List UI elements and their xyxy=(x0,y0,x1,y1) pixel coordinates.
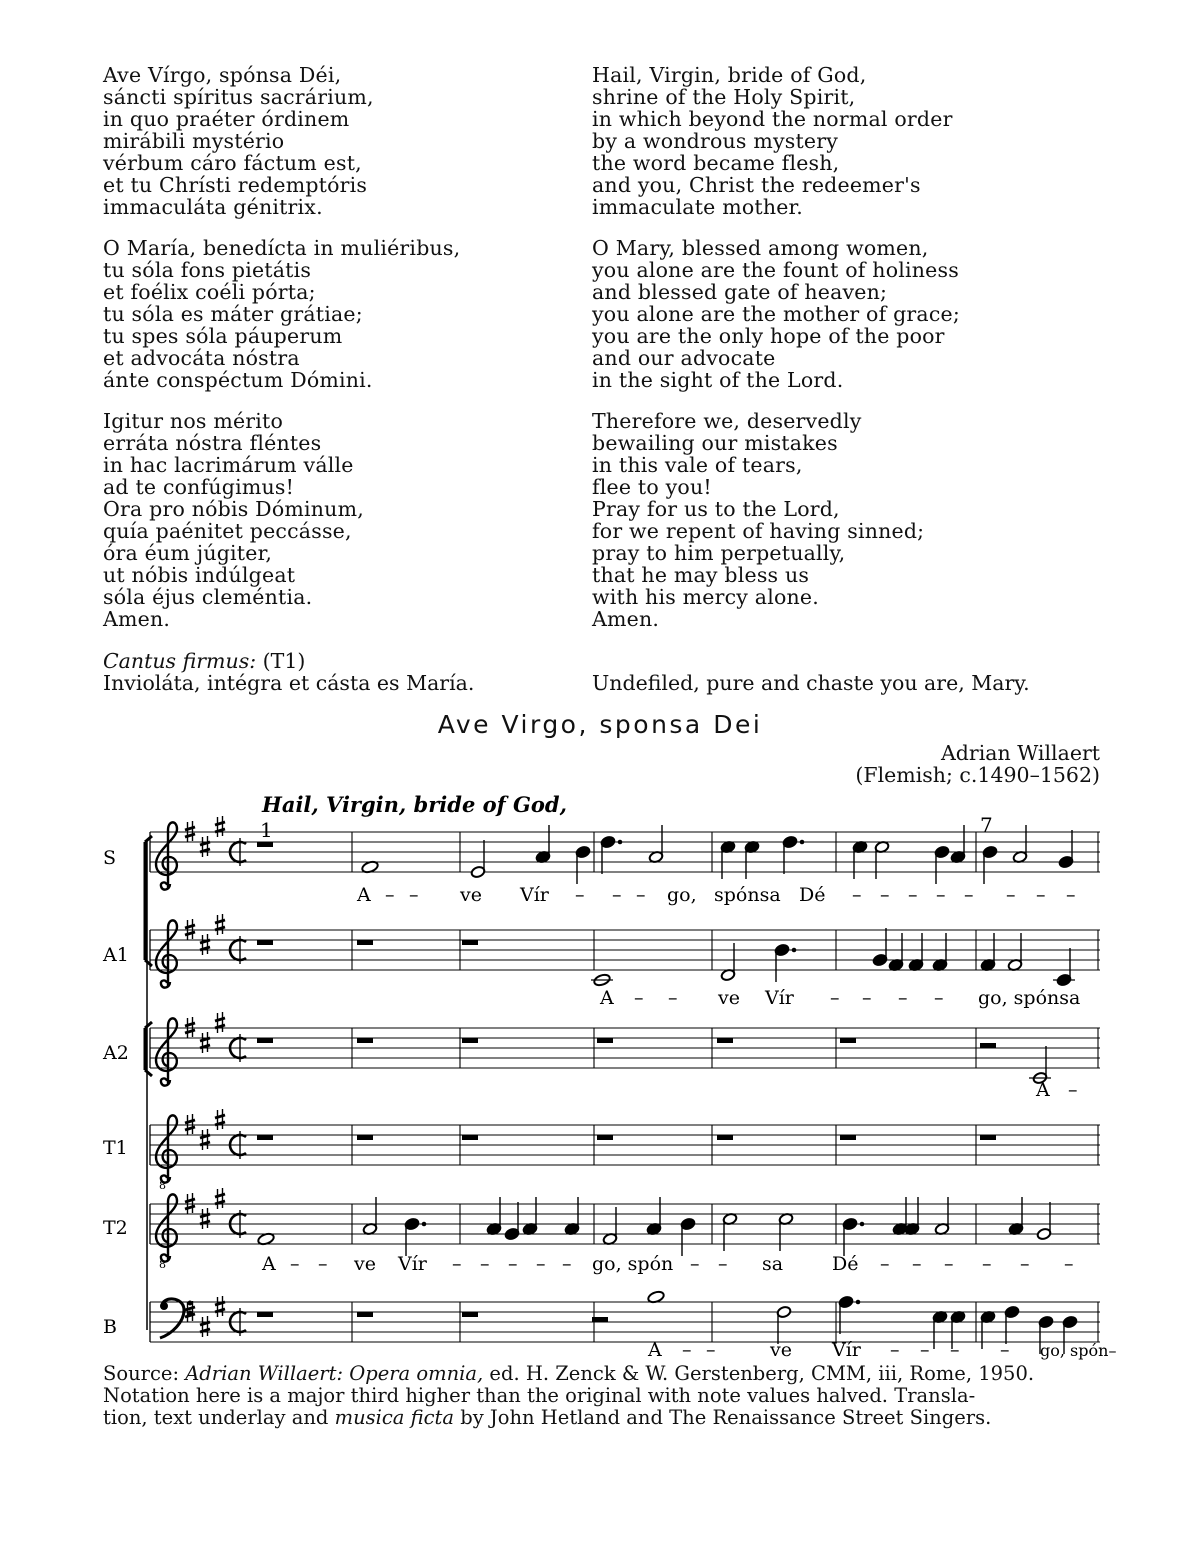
half-rest-icon xyxy=(592,1317,608,1322)
text-line: Amen. xyxy=(103,607,171,631)
sharp-icon xyxy=(215,914,225,935)
text-line: you alone are the mother of grace; xyxy=(592,302,960,326)
lyric-syllable: A xyxy=(648,1339,662,1361)
sharp-icon xyxy=(215,1012,225,1033)
lyric-syllable: – xyxy=(290,1253,300,1275)
note xyxy=(720,943,735,982)
source-prefix: Source: xyxy=(103,1362,186,1385)
note xyxy=(842,1217,864,1256)
whole-rest-icon xyxy=(462,1038,478,1043)
sharp-icon xyxy=(200,1129,210,1150)
lyric-syllable: Vír xyxy=(832,1339,861,1361)
lyric-syllable: – xyxy=(452,1253,462,1275)
lyric-syllable: go, xyxy=(667,884,697,906)
text-line: in which beyond the normal order xyxy=(592,107,953,131)
english-stanza-1 xyxy=(592,64,1112,218)
lyric-syllable: – xyxy=(612,884,622,906)
sharp-icon xyxy=(200,836,210,857)
text-line: tu spes sóla páuperum xyxy=(103,324,343,348)
lyric-syllable: – xyxy=(1068,1079,1078,1101)
sharp-icon xyxy=(200,1208,210,1229)
note xyxy=(1058,830,1073,869)
note xyxy=(1007,933,1022,972)
text-line: ánte conspéctum Dómini. xyxy=(103,368,373,392)
note xyxy=(934,845,949,884)
note xyxy=(486,1197,501,1236)
staff-t1 xyxy=(150,1109,1100,1192)
text-line: the word became flesh, xyxy=(592,151,840,175)
lyric-syllable: – xyxy=(480,1253,490,1275)
source-work: Adrian Willaert: Opera omnia, xyxy=(185,1362,484,1385)
note xyxy=(680,1217,695,1256)
text-line: mirábili mystério xyxy=(103,129,285,153)
lyric-syllable: go, spón– xyxy=(1040,1341,1117,1360)
whole-rest-icon xyxy=(257,940,273,945)
sharp-icon xyxy=(215,1109,225,1130)
system-brackets xyxy=(145,836,152,1330)
text-line: that he may bless us xyxy=(592,563,810,587)
lyric-syllable: ve xyxy=(354,1253,376,1275)
note xyxy=(1012,825,1027,864)
voice-label-a2: A2 xyxy=(103,1042,129,1064)
text-line: ut nóbis indúlgeat xyxy=(103,563,296,587)
text-line: Ave Vírgo, spónsa Déi, xyxy=(103,63,342,87)
lyric-syllable: – xyxy=(862,987,872,1009)
lyric-syllable: A xyxy=(357,884,371,906)
cantus-firmus-label: Cantus firmus: xyxy=(103,649,257,673)
note xyxy=(980,933,995,972)
note xyxy=(908,933,923,972)
whole-rest-icon xyxy=(357,940,373,945)
lyric-syllable: – xyxy=(880,1253,890,1275)
lyric-syllable: ve xyxy=(460,884,482,906)
whole-rest-icon xyxy=(357,1135,373,1140)
lyric-syllable: – xyxy=(690,1253,700,1275)
whole-rest-icon xyxy=(980,1135,996,1140)
lyric-syllable: – xyxy=(950,1339,960,1361)
lyric-syllable: – xyxy=(508,1253,518,1275)
text-line: Therefore we, deservedly xyxy=(592,409,862,433)
whole-rest-icon xyxy=(462,940,478,945)
note xyxy=(982,845,997,884)
note xyxy=(782,835,804,874)
text-line: you are the only hope of the poor xyxy=(592,324,945,348)
text-line: et advocáta nóstra xyxy=(103,346,300,370)
source-credit-b: by John Hetland and The Renaissance Street Singers. xyxy=(454,1406,992,1429)
lyric-syllable: – xyxy=(682,1339,692,1361)
text-line: and blessed gate of heaven; xyxy=(592,280,888,304)
composer-name: Adrian Willaert xyxy=(941,741,1100,765)
latin-stanza-2 xyxy=(103,237,573,391)
sharp-icon xyxy=(200,1032,210,1053)
lyric-syllable: – xyxy=(936,884,946,906)
text-line: Ora pro nóbis Dóminum, xyxy=(103,497,364,521)
text-line: Hail, Virgin, bride of God, xyxy=(592,63,867,87)
whole-rest-icon xyxy=(597,1135,613,1140)
english-text xyxy=(592,64,1112,649)
composer-credit xyxy=(855,742,1100,786)
lyric-syllable: – xyxy=(908,884,918,906)
note xyxy=(778,1212,793,1251)
voice-label-a1: A1 xyxy=(103,944,129,966)
lyric-syllable: – xyxy=(1000,1339,1010,1361)
lyric-syllable: Vír xyxy=(765,987,794,1009)
lyric-syllable: – xyxy=(385,884,395,906)
text-line: óra éum júgiter, xyxy=(103,541,273,565)
source-edition: ed. H. Zenck & W. Gerstenberg, CMM, iii, Rome, 1950. xyxy=(483,1362,1035,1385)
note xyxy=(504,1202,519,1241)
text-line: sáncti spíritus sacrárium, xyxy=(103,85,374,109)
english-stanza-3 xyxy=(592,410,1112,630)
cantus-firmus-text: Invioláta, intégra et cásta es María. xyxy=(103,671,475,695)
note xyxy=(602,1207,617,1246)
lyric-syllable: A xyxy=(1036,1079,1050,1101)
lyric-syllable: – xyxy=(890,1339,900,1361)
text-line: with his mercy alone. xyxy=(592,585,819,609)
text-line: in quo praéter órdinem xyxy=(103,107,350,131)
text-line: and our advocate xyxy=(592,346,776,370)
text-line: et tu Chrísti redemptóris xyxy=(103,173,368,197)
note xyxy=(872,928,887,967)
note xyxy=(600,835,622,874)
text-line: O Mary, blessed among women, xyxy=(592,236,929,260)
lyric-syllable: – xyxy=(1006,884,1016,906)
sharp-icon xyxy=(200,1316,210,1337)
note xyxy=(874,840,889,879)
lyric-syllable: Vír xyxy=(520,884,549,906)
note xyxy=(852,840,867,879)
lyric-syllable: – xyxy=(1064,1253,1074,1275)
whole-rest-icon xyxy=(462,1135,478,1140)
whole-rest-icon xyxy=(357,1038,373,1043)
lyric-syllable: – xyxy=(562,1253,572,1275)
text-line: in hac lacrimárum válle xyxy=(103,453,354,477)
note xyxy=(932,1310,947,1349)
note xyxy=(404,1217,426,1256)
lyric-syllable: – xyxy=(634,987,644,1009)
text-line: pray to him perpetually, xyxy=(592,541,846,565)
lyric-syllable: Vír xyxy=(398,1253,427,1275)
measure-number-1: 1 xyxy=(260,818,273,842)
sharp-icon xyxy=(215,1188,225,1209)
whole-rest-icon xyxy=(840,1135,856,1140)
cantus-firmus-english: Undefiled, pure and chaste you are, Mary. xyxy=(592,671,1030,695)
text-line: in the sight of the Lord. xyxy=(592,368,844,392)
text-line: Amen. xyxy=(592,607,660,631)
text-line: and you, Christ the redeemer's xyxy=(592,173,921,197)
lyric-syllable: go, spón xyxy=(592,1253,674,1275)
text-line: in this vale of tears, xyxy=(592,453,803,477)
half-rest-icon xyxy=(980,1043,996,1048)
cantus-firmus-latin xyxy=(103,650,474,694)
text-line: Igitur nos mérito xyxy=(103,409,284,433)
lyric-syllable: Dé xyxy=(832,1253,859,1275)
note xyxy=(774,943,796,982)
sharp-icon xyxy=(215,1296,225,1317)
text-line: flee to you! xyxy=(592,475,712,499)
latin-stanza-1 xyxy=(103,64,573,218)
voice-label-t2: T2 xyxy=(103,1217,128,1239)
note xyxy=(648,825,663,864)
lyric-syllable: sa xyxy=(762,1253,784,1275)
tempo-text: Hail, Virgin, bride of God, xyxy=(262,792,567,817)
voice-label-s: S xyxy=(103,847,117,869)
text-line: tu sóla es máter grátiae; xyxy=(103,302,363,326)
text-line: O María, benedícta in muliéribus, xyxy=(103,236,461,260)
text-line: vérbum cáro fáctum est, xyxy=(103,151,362,175)
source-note xyxy=(103,1363,1103,1429)
lyric-syllable: – xyxy=(536,1253,546,1275)
note xyxy=(591,973,613,987)
note xyxy=(1053,948,1075,987)
source-notation-note: Notation here is a major third higher than the original with note values halved. Transla- xyxy=(103,1384,976,1407)
lyric-syllable: – xyxy=(706,1339,716,1361)
note xyxy=(720,840,735,879)
lyrics xyxy=(261,884,1116,1361)
note xyxy=(470,840,485,879)
note xyxy=(1036,1202,1051,1241)
piece-title: Ave Virgo, sponsa Dei xyxy=(437,710,763,739)
note xyxy=(722,1212,737,1251)
lyric-syllable: – xyxy=(898,987,908,1009)
lyric-syllable: A xyxy=(600,987,614,1009)
octave-mark: 8 xyxy=(159,1179,166,1192)
note xyxy=(575,845,590,884)
lyric-syllable: – xyxy=(718,1253,728,1275)
note xyxy=(980,1310,995,1349)
whole-rest-icon xyxy=(717,1038,733,1043)
text-line: you alone are the fount of holiness xyxy=(592,258,959,282)
note xyxy=(838,1295,860,1334)
note xyxy=(522,1197,537,1236)
note xyxy=(564,1197,579,1236)
whole-rest-icon xyxy=(597,1038,613,1043)
note xyxy=(1008,1197,1023,1236)
lyric-syllable: – xyxy=(668,987,678,1009)
lyric-syllable: – xyxy=(920,1339,930,1361)
lyric-syllable: ve xyxy=(718,987,740,1009)
text-line: erráta nóstra fléntes xyxy=(103,431,322,455)
text-line: sóla éjus cleméntia. xyxy=(103,585,313,609)
whole-rest-icon xyxy=(840,1038,856,1043)
latin-text xyxy=(103,64,573,649)
measure-number-7: 7 xyxy=(980,813,993,837)
whole-rest-icon xyxy=(257,1135,273,1140)
whole-rest-icon xyxy=(717,1135,733,1140)
text-line: for we repent of having sinned; xyxy=(592,519,925,543)
lyric-syllable: – xyxy=(830,987,840,1009)
lyric-syllable: – xyxy=(1036,884,1046,906)
lyric-syllable: – xyxy=(880,884,890,906)
note xyxy=(888,933,903,972)
note xyxy=(950,825,965,864)
latin-stanza-3 xyxy=(103,410,573,630)
lyric-syllable: – xyxy=(982,1253,992,1275)
lyric-syllable: spónsa xyxy=(714,884,781,906)
text-line: by a wondrous mystery xyxy=(592,129,839,153)
note xyxy=(362,1197,377,1236)
text-line: immaculate mother. xyxy=(592,195,804,219)
lyric-syllable: – xyxy=(912,1253,922,1275)
cantus-firmus-voice: (T1) xyxy=(262,649,306,673)
lyric-syllable: – xyxy=(636,884,646,906)
lyric-syllable: Dé xyxy=(799,884,826,906)
octave-mark: 8 xyxy=(159,1258,166,1271)
lyric-syllable: – xyxy=(934,987,944,1009)
lyric-syllable: – xyxy=(944,1253,954,1275)
note xyxy=(744,840,759,879)
music-score xyxy=(0,790,1200,1362)
note xyxy=(932,933,947,972)
note xyxy=(535,825,550,864)
whole-rest-icon xyxy=(462,1312,478,1317)
lyric-syllable: – xyxy=(409,884,419,906)
staff-a1 xyxy=(150,914,1100,988)
text-line: quía paénitet peccásse, xyxy=(103,519,352,543)
whole-rest-icon xyxy=(257,1312,273,1317)
lyric-syllable: – xyxy=(1020,1253,1030,1275)
text-line: Pray for us to the Lord, xyxy=(592,497,840,521)
lyric-syllable: – xyxy=(964,884,974,906)
english-stanza-2 xyxy=(592,237,1112,391)
text-line: shrine of the Holy Spirit, xyxy=(592,85,856,109)
text-line: et foélix coéli pórta; xyxy=(103,280,316,304)
lyric-syllable: – xyxy=(852,884,862,906)
text-line: tu sóla fons pietátis xyxy=(103,258,312,282)
source-credit-a: tion, text underlay and xyxy=(103,1406,335,1429)
note xyxy=(934,1197,949,1236)
text-line: ad te confúgimus! xyxy=(103,475,295,499)
sharp-icon xyxy=(215,816,225,837)
note xyxy=(646,1197,661,1236)
lyric-syllable: – xyxy=(1066,884,1076,906)
whole-rest-icon xyxy=(257,842,273,847)
source-credit-italic: musica ficta xyxy=(334,1406,455,1429)
staff-a2 xyxy=(150,1012,1100,1086)
lyric-syllable: go, spónsa xyxy=(978,987,1081,1009)
text-line: bewailing our mistakes xyxy=(592,431,838,455)
text-line: immaculáta génitrix. xyxy=(103,195,323,219)
lyric-syllable: – xyxy=(318,1253,328,1275)
lyric-syllable: ve xyxy=(770,1339,792,1361)
whole-rest-icon xyxy=(257,1038,273,1043)
whole-rest-icon xyxy=(357,1312,373,1317)
composer-info: (Flemish; c.1490–1562) xyxy=(855,763,1100,787)
lyric-syllable: – xyxy=(575,884,585,906)
lyric-syllable: A xyxy=(262,1253,276,1275)
voice-label-b: B xyxy=(103,1316,117,1338)
sharp-icon xyxy=(200,934,210,955)
voice-label-t1: T1 xyxy=(103,1137,128,1159)
